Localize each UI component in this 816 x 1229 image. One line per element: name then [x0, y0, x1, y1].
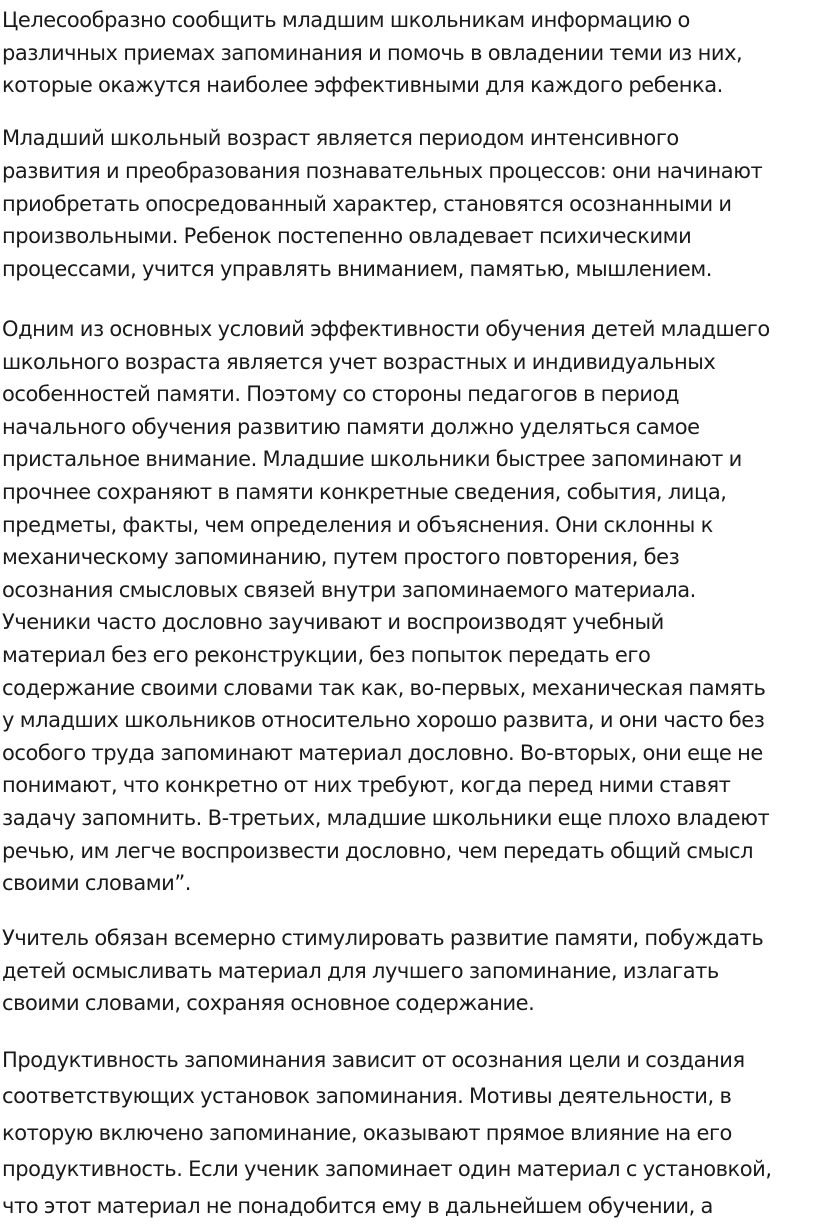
text-line: речью, им легче воспроизвести дословно, чем передать общий смысл: [2, 838, 754, 863]
text-line: своими словами”.: [2, 871, 191, 896]
text-line: развития и преобразования познавательных процессов: они начинают: [2, 158, 763, 183]
text-line: Ученики часто дословно заучивают и воспроизводят учебный: [2, 610, 664, 635]
text-line: соответствующих установок запоминания. Мотивы деятельности, в: [2, 1084, 732, 1109]
text-line: что этот материал не понадобится ему в дальнейшем обучении, а: [2, 1193, 713, 1218]
text-line: Продуктивность запоминания зависит от осознания цели и создания: [2, 1048, 745, 1072]
text-line: пристальное внимание. Младшие школьники быстрее запоминают и: [2, 447, 742, 472]
text-line: задачу запомнить. В-третьих, младшие школьники еще плохо владеют: [2, 805, 770, 830]
text-line: Целесообразно сообщить младшим школьникам информацию о: [2, 8, 690, 32]
paragraph-1: [2, 4, 742, 102]
text-line: особого труда запоминают материал дословно. Во-вторых, они еще не: [2, 740, 763, 765]
text-line: механическому запоминанию, путем простого повторения, без: [2, 545, 680, 570]
text-line: содержание своими словами так как, во-первых, механическая память: [2, 675, 766, 700]
text-line: приобретать опосредованный характер, становятся осознанными и: [2, 191, 732, 216]
text-line: Одним из основных условий эффективности обучения детей младшего: [2, 317, 770, 341]
text-line: детей осмысливать материал для лучшего запоминание, излагать: [2, 958, 719, 983]
text-line: у младших школьников относительно хорошо развита, и они часто без: [2, 708, 765, 733]
paragraph-4: [2, 922, 763, 1020]
text-line: материал без его реконструкции, без попыток передать его: [2, 642, 651, 667]
text-line: которые окажутся наиболее эффективными для каждого ребенка.: [2, 73, 723, 97]
text-line: которую включено запоминание, оказывают прямое влияние на его: [2, 1120, 732, 1145]
text-line: произвольными. Ребенок постепенно овладевает психическими: [2, 224, 692, 249]
text-line: предметы, факты, чем определения и объяснения. Они склонны к: [2, 512, 713, 537]
text-line: особенностей памяти. Поэтому со стороны педагогов в период: [2, 382, 680, 407]
text-line: своими словами, сохраняя основное содержание.: [2, 991, 535, 1015]
text-line: прочнее сохраняют в памяти конкретные сведения, события, лица,: [2, 479, 727, 504]
text-line: школьного возраста является учет возрастных и индивидуальных: [2, 349, 716, 374]
text-line: Учитель обязан всемерно стимулировать развитие памяти, побуждать: [2, 926, 764, 950]
text-line: продуктивность. Если ученик запоминает один материал с установкой,: [2, 1157, 772, 1182]
paragraph-2: [2, 122, 762, 286]
text-line: Младший школьный возраст является периодом интенсивного: [2, 126, 679, 150]
text-line: осознания смысловых связей внутри запоминаемого материала.: [2, 577, 696, 602]
text-line: начального обучения развитию памяти должно уделяться самое: [2, 414, 700, 439]
text-line: понимают, что конкретно от них требуют, когда перед ними ставят: [2, 773, 731, 798]
text-line: процессами, учится управлять вниманием, памятью, мышлением.: [2, 257, 712, 282]
text-line: различных приемах запоминания и помочь в овладении теми из них,: [2, 40, 743, 65]
paragraph-3: [2, 313, 770, 900]
paragraph-5: [2, 1042, 772, 1224]
